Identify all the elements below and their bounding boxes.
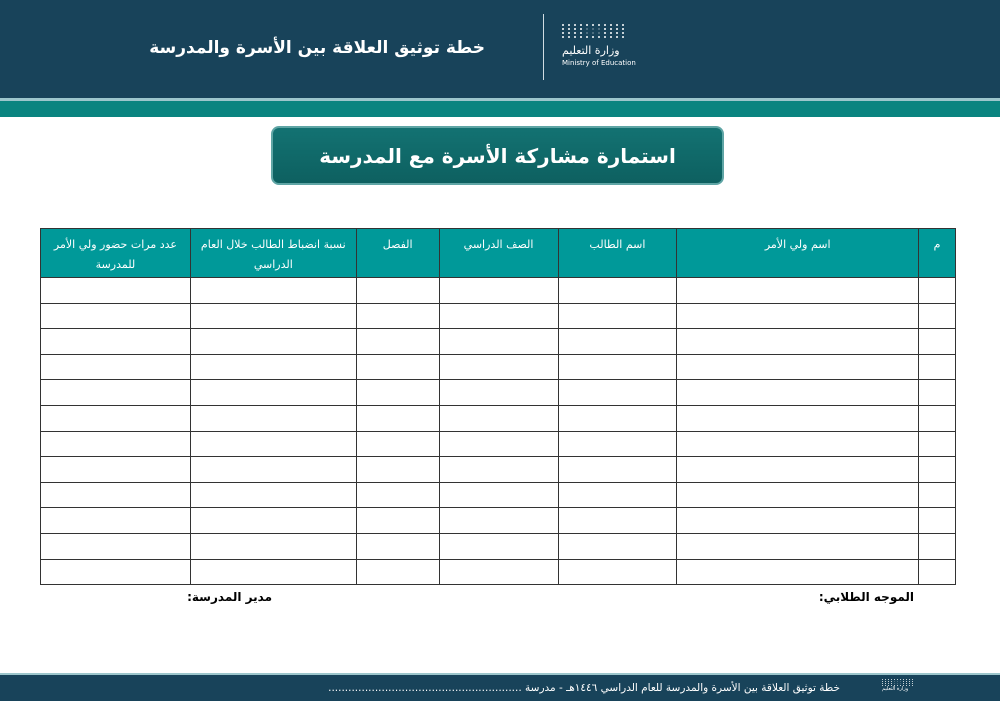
table-row: [41, 457, 956, 483]
table-row: [41, 278, 956, 304]
table-cell[interactable]: [439, 457, 558, 483]
table-cell[interactable]: [190, 533, 356, 559]
table-cell[interactable]: [356, 303, 439, 329]
logo-english-text: Ministry of Education: [562, 59, 636, 67]
table-cell[interactable]: [190, 303, 356, 329]
table-cell[interactable]: [41, 457, 191, 483]
table-cell[interactable]: [677, 329, 919, 355]
form-title: استمارة مشاركة الأسرة مع المدرسة: [271, 126, 724, 185]
table-cell[interactable]: [190, 354, 356, 380]
footer-logo-dots-icon: [882, 679, 917, 686]
table-cell[interactable]: [439, 380, 558, 406]
table-cell[interactable]: [41, 431, 191, 457]
table-cell[interactable]: [558, 559, 677, 585]
footer-logo: [882, 679, 917, 692]
table-row: [41, 354, 956, 380]
table-cell[interactable]: [558, 329, 677, 355]
table-cell[interactable]: [558, 508, 677, 534]
table-cell[interactable]: [439, 329, 558, 355]
table-row: [41, 431, 956, 457]
table-cell[interactable]: [919, 508, 956, 534]
participation-table: [40, 228, 956, 585]
table-cell[interactable]: [41, 559, 191, 585]
table-cell[interactable]: [439, 303, 558, 329]
table-cell[interactable]: [919, 431, 956, 457]
table-cell[interactable]: [919, 329, 956, 355]
table-cell[interactable]: [439, 508, 558, 534]
table-cell[interactable]: [190, 431, 356, 457]
table-cell[interactable]: [919, 354, 956, 380]
table-cell[interactable]: [439, 559, 558, 585]
table-row: [41, 380, 956, 406]
table-cell[interactable]: [558, 482, 677, 508]
table-cell[interactable]: [677, 380, 919, 406]
table-cell[interactable]: [41, 508, 191, 534]
table-cell[interactable]: [677, 303, 919, 329]
table-cell[interactable]: [190, 457, 356, 483]
principal-signature-label: مدير المدرسة:: [187, 590, 272, 604]
table-cell[interactable]: [439, 482, 558, 508]
table-row: [41, 303, 956, 329]
header-divider: [543, 14, 544, 80]
table-cell[interactable]: [919, 482, 956, 508]
column-header: اسم ولي الأمر: [677, 229, 919, 278]
table-cell[interactable]: [919, 380, 956, 406]
table-cell[interactable]: [677, 482, 919, 508]
table-cell[interactable]: [439, 431, 558, 457]
table-cell[interactable]: [919, 405, 956, 431]
table-cell[interactable]: [41, 405, 191, 431]
table-cell[interactable]: [919, 533, 956, 559]
table-cell[interactable]: [439, 405, 558, 431]
column-header: عدد مرات حضور ولي الأمر للمدرسة: [41, 229, 191, 278]
table-cell[interactable]: [677, 354, 919, 380]
table-cell[interactable]: [356, 405, 439, 431]
table-cell[interactable]: [356, 431, 439, 457]
table-cell[interactable]: [190, 559, 356, 585]
table-cell[interactable]: [677, 405, 919, 431]
column-header: نسبة انضباط الطالب خلال العام الدراسي: [190, 229, 356, 278]
table-cell[interactable]: [677, 278, 919, 304]
table-cell[interactable]: [41, 354, 191, 380]
table-cell[interactable]: [41, 482, 191, 508]
table-cell[interactable]: [558, 380, 677, 406]
table-cell[interactable]: [41, 303, 191, 329]
table-cell[interactable]: [356, 533, 439, 559]
table-cell[interactable]: [677, 508, 919, 534]
ministry-logo: [562, 24, 642, 67]
table-cell[interactable]: [356, 508, 439, 534]
column-header: الصف الدراسي: [439, 229, 558, 278]
table-row: [41, 482, 956, 508]
table-cell[interactable]: [558, 303, 677, 329]
logo-arabic-text: وزارة التعليم: [562, 44, 620, 57]
table-cell[interactable]: [190, 329, 356, 355]
table-cell[interactable]: [439, 278, 558, 304]
table-row: [41, 508, 956, 534]
table-row: [41, 559, 956, 585]
table-cell[interactable]: [919, 278, 956, 304]
table-row: [41, 533, 956, 559]
table-row: [41, 329, 956, 355]
table-cell[interactable]: [190, 278, 356, 304]
table-cell[interactable]: [190, 508, 356, 534]
table-cell[interactable]: [190, 482, 356, 508]
table-cell[interactable]: [41, 329, 191, 355]
table-cell[interactable]: [677, 533, 919, 559]
table-cell[interactable]: [190, 380, 356, 406]
table-cell[interactable]: [41, 278, 191, 304]
column-header: اسم الطالب: [558, 229, 677, 278]
table-cell[interactable]: [558, 457, 677, 483]
table-cell[interactable]: [41, 533, 191, 559]
table-cell[interactable]: [41, 380, 191, 406]
table-cell[interactable]: [356, 329, 439, 355]
table-cell[interactable]: [190, 405, 356, 431]
table-cell[interactable]: [677, 559, 919, 585]
table-cell[interactable]: [558, 354, 677, 380]
header-title: خطة توثيق العلاقة بين الأسرة والمدرسة: [149, 38, 485, 58]
table-cell[interactable]: [677, 431, 919, 457]
table-cell[interactable]: [356, 457, 439, 483]
teal-band: [0, 101, 1000, 117]
table-cell[interactable]: [919, 559, 956, 585]
logo-dots-icon: [562, 24, 642, 38]
table-cell[interactable]: [558, 431, 677, 457]
table-cell[interactable]: [558, 405, 677, 431]
table-cell[interactable]: [919, 457, 956, 483]
table-cell[interactable]: [439, 354, 558, 380]
table-cell[interactable]: [677, 457, 919, 483]
table-cell[interactable]: [558, 278, 677, 304]
footer-logo-text: وزارة التعليم: [882, 686, 909, 692]
table-cell[interactable]: [356, 559, 439, 585]
table-cell[interactable]: [356, 354, 439, 380]
table-cell[interactable]: [919, 303, 956, 329]
header-bar: [0, 0, 1000, 98]
table-row: [41, 405, 956, 431]
table-cell[interactable]: [356, 278, 439, 304]
column-header: م: [919, 229, 956, 278]
footer-bar: [0, 673, 1000, 701]
table-cell[interactable]: [439, 533, 558, 559]
footer-text: خطة توثيق العلاقة بين الأسرة والمدرسة للعام الدراسي ١٤٤٦هـ - مدرسة ..........................................................: [328, 682, 840, 694]
table-cell[interactable]: [356, 380, 439, 406]
table-cell[interactable]: [356, 482, 439, 508]
column-header: الفصل: [356, 229, 439, 278]
table-cell[interactable]: [558, 533, 677, 559]
counselor-signature-label: الموجه الطلابي:: [818, 590, 914, 604]
